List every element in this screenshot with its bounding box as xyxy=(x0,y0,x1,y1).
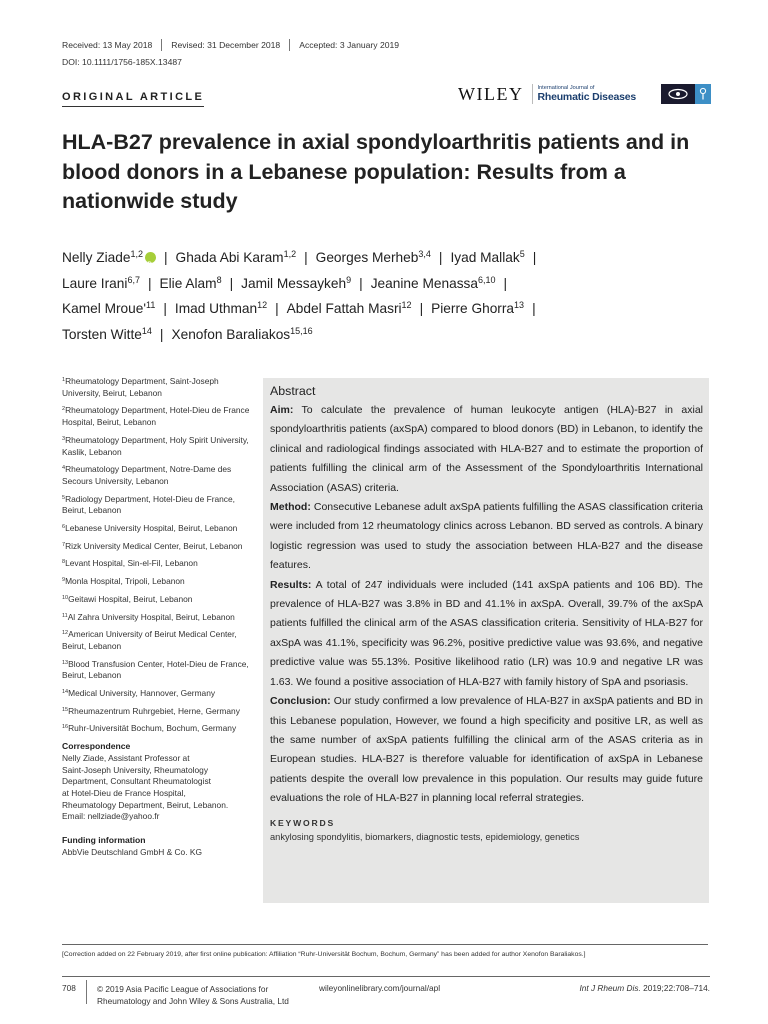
affiliation: $^6$Lebanese University Hospital, Beirut, Lebanon xyxy=(62,523,238,534)
author[interactable]: Torsten Witte$^{14}$ xyxy=(62,325,152,342)
author[interactable]: Nelly Ziade$^{1,2}$ xyxy=(62,249,143,265)
affiliation: $^{15}$Rheumazentrum Ruhrgebiet, Herne, Germany xyxy=(62,705,240,716)
correspondence-line: Nelly Ziade, Assistant Professor at xyxy=(62,752,190,763)
journal-name xyxy=(532,84,636,104)
journal-brand xyxy=(458,84,711,104)
revised-date: Revised: 31 December 2018 xyxy=(171,40,281,50)
journal-url[interactable]: wileyonlinelibrary.com/journal/apl xyxy=(319,983,441,993)
author[interactable]: Pierre Ghorra$^{13}$ xyxy=(431,300,525,317)
author[interactable]: Elie Alam$^8$ xyxy=(159,274,222,291)
author[interactable]: Jamil Messaykeh$^9$ xyxy=(241,274,352,291)
keywords: ankylosing spondylitis, biomarkers, diagnostic tests, epidemiology, genetics xyxy=(270,831,580,842)
affiliation: $^7$Rizk University Medical Center, Beirut, Lebanon xyxy=(62,540,243,551)
author-list: Nelly Ziade$^{1,2}$iD | Ghada Abi Karam$^{1,2}$ | Georges Merheb$^{3,4}$ | Iyad Mallak$^5$ | Laure Irani$^{6,7}$ | Elie Alam$^8$ | Jamil Messaykeh$^9$ | Jeanine Menassa$^{6,10}$ | Kamel $Mroue'^{11}$ | Imad Uthman$^{12}$ | Abdel Fattah Masri$^{12}$ | Pierre Ghorra$^{13}$ | Torsten Witte$^{14}$ | Xenofon Baraliakos$^{15,16}$ xyxy=(62,245,702,347)
doi[interactable]: DOI: 10.1111/1756-185X.13487 xyxy=(62,57,182,67)
affiliation-list xyxy=(62,376,252,735)
affiliation: $^4$Rheumatology Department, Notre-Dame des Secours University, Lebanon xyxy=(62,464,232,486)
abstract-box xyxy=(263,378,709,903)
correspondence-line: Department, Consultant Rheumatologist xyxy=(62,776,211,787)
author[interactable]: Ghada Abi Karam$^{1,2}$ xyxy=(175,249,297,265)
publication-dates xyxy=(62,39,399,51)
author[interactable]: Georges Merheb$^{3,4}$ xyxy=(315,249,431,265)
affiliation: $^5$Radiology Department, Hotel-Dieu de France, Beirut, Lebanon xyxy=(62,493,235,516)
citation: Int J Rheum Dis. 2019;22:708–714. xyxy=(579,983,710,993)
apla-logo-icon xyxy=(661,84,695,104)
correspondence-line: Saint-Joseph University, Rheumatology xyxy=(62,764,209,775)
affiliation: $^{16}$Ruhr-Universität Bochum, Bochum, Germany xyxy=(62,723,237,734)
abstract-heading: Abstract xyxy=(270,384,316,398)
author[interactable]: Kamel $Mroue'^{11}$ xyxy=(62,300,156,317)
affiliation: $^1$Rheumatology Department, Saint-Joseph University, Beirut, Lebanon xyxy=(62,376,219,398)
accepted-date: Accepted: 3 January 2019 xyxy=(299,40,400,50)
journal-name-big: Rheumatic Diseases xyxy=(537,90,637,103)
copyright: © 2019 Asia Pacific League of Associations for Rheumatology and John Wiley & Sons Australia, Ltd xyxy=(97,984,289,1006)
affiliation: $^{11}$Al Zahra University Hospital, Beirut, Lebanon xyxy=(62,611,235,622)
abstract-aim: Aim: To calculate the prevalence of human leukocyte antigen (HLA)-B27 in axial spondyloarthritis patients (axSpA) compared to blood donors (BD) in Lebanon, to identify the clinical and radiological findings associated with HLA-B27 and to estimate the proportion of patients fulfilling the clinical arm of the Assessment of the Spondyloarthritis International Association (ASAS) criteria. xyxy=(270,404,703,494)
correspondence-body xyxy=(62,753,252,823)
bone-logo-icon xyxy=(695,84,711,104)
correspondence-email[interactable]: Email: nellziade@yahoo.fr xyxy=(62,811,160,822)
divider xyxy=(289,39,290,51)
correspondence-line: Rheumatology Department, Beirut, Lebanon. xyxy=(62,799,229,810)
abstract-method: Method: Consecutive Lebanese adult axSpA patients fulfilling the ASAS classification criteria were included from 12 rheumatology clinics across Lebanon. BD served as controls. A binary logistic regression was used to study the association between HLA-B27 and the disease features. xyxy=(270,501,703,572)
affiliation: $^2$Rheumatology Department, Hotel-Dieu de France Hospital, Beirut, Lebanon xyxy=(62,405,250,428)
publisher-logo: WILEY xyxy=(458,83,524,104)
author[interactable]: Laure Irani$^{6,7}$ xyxy=(62,274,140,291)
page-footer xyxy=(62,976,710,1006)
affiliation: $^8$Levant Hospital, Sin-el-Fil, Lebanon xyxy=(62,558,198,569)
abstract-results: Results: A total of 247 individuals were included (141 axSpA patients and 106 BD). The prevalence of HLA-B27 was 3.8% in BD and 41.1% in axSpA. Overall, 39.7% of the axSpA patients fulfilled the clinical arm of the ASAS classification criteria. Sensitivity of HLA-B27 for axSpA was 41.1%, specificity was 96.2%, positive predictive value was 93.6%, and negative predictive value was 55.13%. Positive likelihood ratio (LR) was 10.9 and negative LR was 1.63. We found a positive association of HLA-B27 with family history of SpA and psoriasis. xyxy=(270,578,703,688)
affiliation: $^{10}$Geitawi Hospital, Beirut, Lebanon xyxy=(62,593,193,604)
author[interactable]: Iyad Mallak$^5$ xyxy=(450,249,525,265)
keywords-heading: KEYWORDS xyxy=(270,817,336,828)
affiliation: $^9$Monla Hospital, Tripoli, Lebanon xyxy=(62,576,185,587)
correspondence-heading: Correspondence xyxy=(62,741,131,752)
correction-note: [Correction added on 22 February 2019, after first online publication: Affiliation “Ruhr-Universität Bochum, Bochum, Germany” has been added for author Xenofon Baraliakos.] xyxy=(62,944,708,958)
divider xyxy=(161,39,162,51)
journal-logo xyxy=(661,84,711,104)
divider xyxy=(86,980,87,1004)
affiliation: $^{13}$Blood Transfusion Center, Hotel-Dieu de France, Beirut, Lebanon xyxy=(62,658,249,681)
page-number: 708 xyxy=(62,983,76,993)
abstract-conclusion: Conclusion: Our study confirmed a low prevalence of HLA-B27 in axSpA patients and BD in this Lebanese population, However, we found a high specificity and positive LR, as well as the same number of axSpA patients fulfilling the clinical arm of the ASAS criteria as in European studies. HLA-B27 is therefore valuable for identification of axSpA in Lebanese patients despite the overall low prevalence in this population. Our results may guide future evaluations the role of HLA-B27 in planning local referral strategies. xyxy=(270,695,703,805)
affiliation: $^{12}$American University of Beirut Medical Center, Beirut, Lebanon xyxy=(62,629,237,651)
affiliation: $^{14}$Medical University, Hannover, Germany xyxy=(62,688,216,699)
author[interactable]: Abdel Fattah Masri$^{12}$ xyxy=(286,300,412,317)
funding-heading: Funding information xyxy=(62,835,146,846)
correspondence-line: at Hotel-Dieu de France Hospital, xyxy=(62,787,186,798)
journal-name-small: International Journal of xyxy=(537,84,595,91)
received-date: Received: 13 May 2018 xyxy=(62,40,153,50)
author[interactable]: Xenofon Baraliakos$^{15,16}$ xyxy=(171,325,313,342)
author[interactable]: Jeanine Menassa$^{6,10}$ xyxy=(370,274,496,291)
article-type: ORIGINAL ARTICLE xyxy=(62,91,204,107)
affiliation: $^3$Rheumatology Department, Holy Spirit University, Kaslik, Lebanon xyxy=(62,434,249,457)
author[interactable]: Imad Uthman$^{12}$ xyxy=(174,300,268,317)
abstract-body xyxy=(270,401,703,809)
funding-text: AbbVie Deutschland GmbH & Co. KG xyxy=(62,846,202,857)
orcid-icon[interactable] xyxy=(145,252,156,263)
sidebar-info xyxy=(62,376,252,859)
article-title: HLA-B27 prevalence in axial spondyloarthritis patients and in blood donors in a Lebanese population: Results from a nationwide study xyxy=(62,130,690,213)
